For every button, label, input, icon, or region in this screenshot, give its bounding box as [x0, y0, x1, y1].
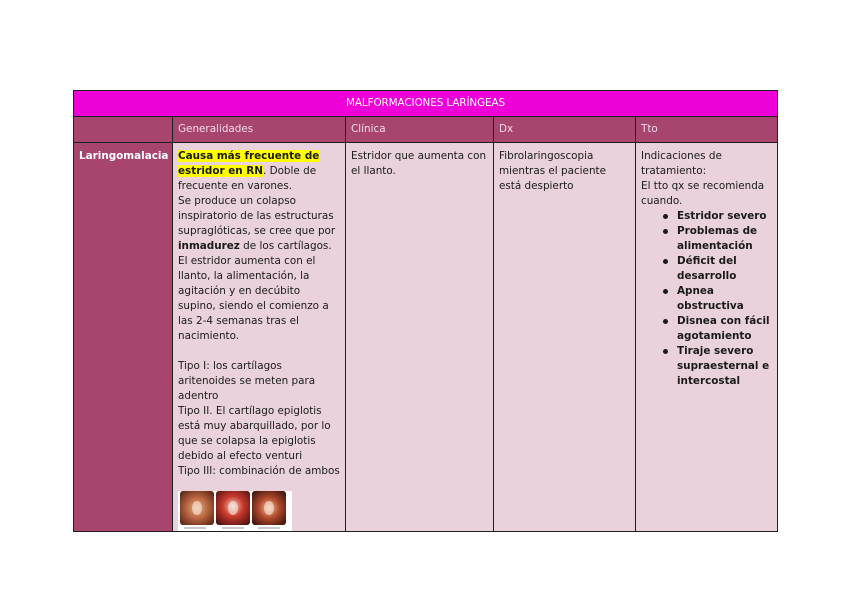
generalidades-cell [173, 143, 346, 532]
tipo-3-text: Tipo III: combinación de ambos [178, 465, 340, 477]
dx-cell [494, 143, 636, 532]
laryngoscopy-image-3 [252, 491, 286, 525]
list-item: Déficit del desarrollo [641, 254, 772, 284]
bullet-icon [663, 229, 668, 234]
list-item: Estridor severo [641, 209, 772, 224]
header-empty [74, 117, 173, 143]
header-clinica: Clínica [346, 117, 494, 143]
row-label-cell [74, 143, 173, 532]
table-title: MALFORMACIONES LARÍNGEAS [74, 91, 778, 117]
bullet-icon [663, 349, 668, 354]
tto-cell [636, 143, 778, 532]
header-dx: Dx [494, 117, 636, 143]
header-tto: Tto [636, 117, 778, 143]
laryngoscopy-image-1 [180, 491, 214, 525]
bullet-icon [663, 289, 668, 294]
bullet-icon [663, 259, 668, 264]
generalidades-description: Se produce un colapso inspiratorio de las estructuras supraglóticas, se cree que por inmadurez de los cartílagos. El estridor aumenta con el llanto, la alimentación, la agitación y en decúbito supino, siendo el comienzo a las 2-4 semanas tras el nacimiento. [178, 195, 336, 342]
malformaciones-table [73, 90, 778, 532]
image-caption-3 [258, 527, 280, 529]
table-row [74, 143, 778, 532]
clinica-text: Estridor que aumenta con el llanto. [351, 150, 487, 177]
list-item: Problemas de alimentación [641, 224, 772, 254]
tto-criteria-list [641, 209, 772, 389]
bullet-icon [663, 319, 668, 324]
highlighted-text: Causa más frecuente de estridor en RN [178, 150, 320, 177]
header-generalidades: Generalidades [173, 117, 346, 143]
generalidades-intro: Causa más frecuente de estridor en RN. Doble de frecuente en varones. [178, 150, 320, 192]
row-label: Laringomalacia [79, 150, 169, 162]
list-item: Tiraje severo supraesternal e intercostal [641, 344, 772, 389]
dx-text: Fibrolaringoscopia mientras el paciente está despierto [499, 150, 607, 192]
image-caption-2 [222, 527, 244, 529]
tto-intro-1: Indicaciones de tratamiento: [641, 150, 722, 177]
tipo-1-text: Tipo I: los cartílagos aritenoides se meten para adentro [178, 360, 316, 402]
laryngoscopy-images [178, 491, 292, 531]
list-item: Disnea con fácil agotamiento [641, 314, 772, 344]
tipo-2-text: Tipo II. El cartílago epiglotis está muy abarquillado, por lo que se colapsa la epiglotis debido al efecto venturi [178, 405, 331, 462]
laryngoscopy-image-2 [216, 491, 250, 525]
list-item: Apnea obstructiva [641, 284, 772, 314]
tto-intro-2: El tto qx se recomienda cuando. [641, 180, 765, 207]
header-row [74, 117, 778, 143]
bold-inmadurez: inmadurez [178, 240, 240, 252]
bullet-icon [663, 214, 668, 219]
clinica-cell [346, 143, 494, 532]
image-caption-1 [184, 527, 206, 529]
